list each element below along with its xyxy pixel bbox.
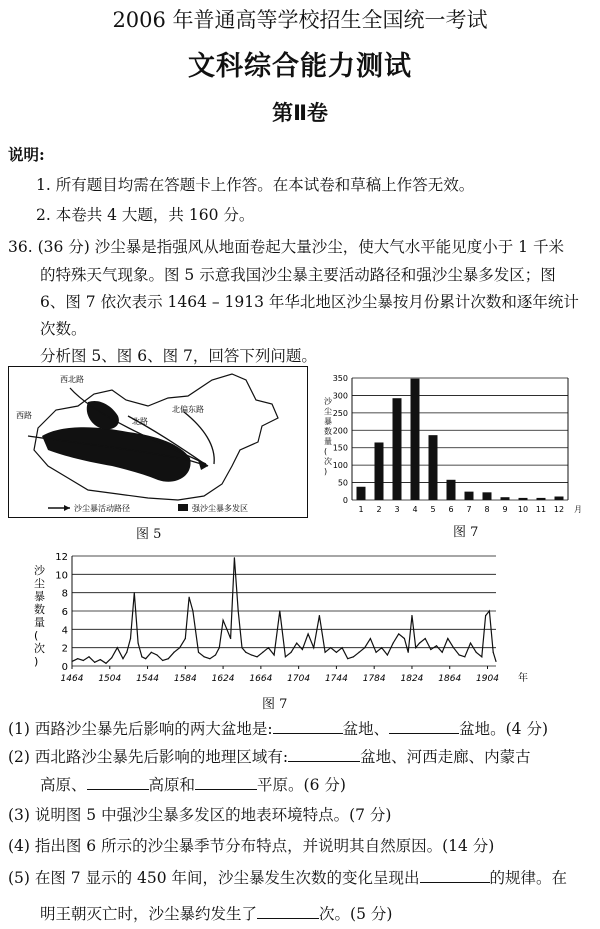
figure7-xtick: 1864 [438, 674, 462, 684]
figure7-point [387, 654, 388, 655]
label-northeast: 北偏东路 [172, 405, 204, 414]
legend-path-label: 沙尘暴活动路径 [74, 504, 130, 513]
figure7-caption: 图 7 [262, 697, 288, 712]
figure7-point [273, 654, 274, 655]
figure7-point [330, 647, 331, 648]
figure7-point [302, 649, 303, 650]
figure6-xtick: 8 [484, 505, 490, 514]
figure6-ytick: 350 [332, 374, 348, 383]
q2-blank-3[interactable] [195, 775, 257, 790]
q36-line4: 次数。 [40, 320, 87, 338]
figure7-point [238, 610, 239, 611]
figure7-ylabel-char: 次 [34, 642, 45, 655]
q5-prompt: (5) 在图 7 显示的 450 年间，沙尘暴发生次数的变化呈现出 [8, 869, 420, 887]
figure7-point [353, 656, 354, 657]
figure6-xtick: 4 [412, 505, 418, 514]
figure7-point [336, 652, 337, 653]
figure7-point [358, 652, 359, 653]
figure6-ylabel-char: 尘 [324, 407, 332, 416]
figure7-xtick: 1784 [362, 674, 386, 684]
q1-text-b: 盆地、 [342, 720, 390, 738]
figure7-point [459, 654, 460, 655]
q36-line2: 的特殊天气现象。图 5 示意我国沙尘暴主要活动路径和强沙尘暴多发区；图 [40, 266, 556, 284]
figure7-xtick: 1704 [287, 674, 311, 684]
figure7-point [476, 652, 477, 653]
figure7-ylabel-char: 量 [34, 616, 45, 629]
figure7-point [185, 638, 186, 639]
figure7-xunit: 年 [518, 673, 528, 684]
figure7-point [111, 657, 112, 658]
figure6-chart [318, 370, 600, 525]
figure6-ylabel-char: 沙 [324, 397, 332, 406]
figure7-point [77, 658, 78, 659]
figure7-point [156, 654, 157, 655]
figure6-ytick: 50 [337, 478, 348, 488]
figure7-point [404, 638, 405, 639]
figure6-xtick: 7 [466, 505, 472, 514]
figure6-bar-4 [411, 379, 420, 500]
figure7-xtick: 1624 [211, 674, 235, 684]
figure7-point [256, 656, 257, 657]
figure7-xtick: 1744 [324, 674, 348, 684]
q1-line [8, 717, 548, 739]
figure7-point [198, 652, 199, 653]
figure7-point [88, 656, 89, 657]
figure7-ylabel-char: 尘 [34, 577, 45, 590]
figure7-point [151, 652, 152, 653]
figure7-point [230, 638, 231, 639]
figure6-ytick: 300 [332, 391, 348, 401]
q2-prompt: (2) 西北路沙尘暴先后影响的地理区域有: [8, 748, 289, 766]
figure7-point [453, 647, 454, 648]
label-west: 西路 [16, 411, 32, 420]
q2-text-c: 高原、 [40, 776, 87, 794]
figure7-point [313, 647, 314, 648]
figure7-point [126, 652, 127, 653]
figure6-xtick: 10 [517, 505, 529, 514]
figure7-ylabel-char: ) [34, 655, 39, 668]
figure6-ylabel-char: ( [324, 447, 328, 456]
figure6-xtick: 1 [358, 505, 364, 514]
figure7-point [122, 658, 123, 659]
label-northwest: 西北路 [60, 375, 84, 384]
figure6-bar-5 [429, 435, 438, 500]
figure6-bar-2 [375, 442, 384, 500]
figure7-point [375, 652, 376, 653]
figure7-point [105, 663, 106, 664]
figure7-point [222, 620, 223, 621]
notes-item-2: 2. 本卷共 4 大题，共 160 分。 [36, 206, 255, 224]
figure7-point [100, 659, 101, 660]
figure7-point [381, 647, 382, 648]
figure7-point [209, 658, 210, 659]
legend-area-label: 强沙尘暴多发区 [192, 504, 248, 513]
figure7-point [392, 642, 393, 643]
figure6-bar-11 [537, 498, 546, 500]
figure6-ytick: 0 [342, 496, 348, 505]
q5-blank-2[interactable] [257, 904, 319, 919]
figure7-xtick: 1584 [173, 674, 197, 684]
figure7-point [268, 647, 269, 648]
figure7-ytick: 8 [61, 588, 68, 600]
figure7-point [162, 660, 163, 661]
q2-blank-1[interactable] [288, 747, 360, 762]
figure7-ytick: 2 [61, 643, 68, 655]
figure7-point [415, 647, 416, 648]
figure7-point [419, 642, 420, 643]
figure7-point [179, 647, 180, 648]
figure6-bar-8 [483, 492, 492, 500]
figure7-point [398, 633, 399, 634]
figure7-point [234, 557, 235, 558]
figure5-caption: 图 5 [136, 527, 162, 542]
figure6-bar-7 [465, 492, 474, 500]
figure7-point [192, 610, 193, 611]
figure6-xtick: 5 [430, 505, 436, 514]
figure7-point [495, 661, 496, 662]
q1-blank-1[interactable] [273, 719, 343, 734]
figure6-ytick: 250 [332, 408, 348, 418]
figure7-point [173, 652, 174, 653]
q3-line: (3) 说明图 5 中强沙尘暴多发区的地表环境特点。(7 分) [8, 806, 392, 824]
figure7-ylabel-char: 暴 [34, 590, 45, 603]
figure6-xtick: 12 [553, 505, 565, 514]
figure7-xtick: 1464 [60, 674, 84, 684]
label-north: 北路 [132, 417, 148, 426]
figure7-point [425, 638, 426, 639]
figure7-point [430, 649, 431, 650]
figure6-xtick: 9 [502, 505, 508, 514]
figure6-bar-9 [501, 497, 510, 500]
q2-line2 [40, 773, 346, 795]
figure6-bar-6 [447, 480, 456, 500]
figure5-map [8, 366, 308, 518]
figure7-point [319, 615, 320, 616]
figure7-point [347, 658, 348, 659]
figure6-xtick: 3 [394, 505, 400, 514]
figure6-ylabel-char: 次 [324, 457, 332, 466]
notes-heading: 说明: [8, 145, 45, 164]
figure6-xtick: 2 [376, 505, 382, 514]
figure7-point [493, 652, 494, 653]
figure7-point [290, 652, 291, 653]
q5-text-b: 的规律。在 [489, 869, 568, 887]
figure6-ytick: 150 [332, 443, 348, 453]
figure7-chart [28, 548, 558, 688]
figure6-ylabel [324, 396, 333, 476]
q2-text-b: 盆地、河西走廊、内蒙古 [360, 748, 531, 766]
figure7-point [145, 658, 146, 659]
figure7-point [447, 638, 448, 639]
figure6-xtick: 11 [535, 505, 547, 514]
q36-line3: 6、图 7 依次表示 1464 – 1913 年华北地区沙尘暴按月份累计次数和逐年统计 [40, 293, 579, 311]
figure6-ylabel-char: 数 [324, 427, 332, 436]
figure6-ylabel-char: ) [324, 467, 328, 476]
notes-item-1: 1. 所有题目均需在答题卡上作答。在本试卷和草稿上作答无效。 [36, 176, 475, 194]
figure7-point [71, 661, 72, 662]
figure7-point [251, 654, 252, 655]
figure7-ytick: 10 [55, 570, 68, 582]
figure7-point [464, 656, 465, 657]
q5-blank-1[interactable] [420, 868, 490, 883]
figure7-point [436, 645, 437, 646]
figure7-point [117, 647, 118, 648]
q2-line1 [8, 745, 531, 767]
figure7-ytick: 6 [61, 607, 68, 618]
figure7-point [94, 662, 95, 663]
figure7-xtick: 1544 [136, 674, 159, 684]
figure7-point [130, 638, 131, 639]
q1-blank-2[interactable] [389, 719, 459, 734]
figure7-point [470, 642, 471, 643]
figure7-point [481, 656, 482, 657]
figure6-ylabel-char: 暴 [324, 417, 332, 426]
volume-title: 第Ⅱ卷 [272, 101, 328, 125]
figure7-point [168, 658, 169, 659]
figure7-point [134, 592, 135, 593]
figure6-caption: 图 7 [453, 525, 479, 540]
q2-text-e: 平原。(6 分) [257, 776, 346, 794]
q1-text-c: 盆地。(4 分) [459, 720, 549, 738]
q2-blank-2[interactable] [87, 775, 149, 790]
legend-area-icon [178, 504, 188, 511]
figure7-xtick: 1904 [476, 674, 499, 684]
q36-line1: 36. (36 分) 沙尘暴是指强风从地面卷起大量沙尘，使大气水平能见度小于 1 千米 [8, 238, 564, 256]
figure7-xtick: 1664 [249, 674, 273, 684]
figure7-xtick: 1824 [400, 674, 424, 684]
figure6-ylabel-char: 量 [324, 437, 332, 446]
figure7-ylabel [34, 563, 46, 668]
figure7-point [370, 638, 371, 639]
q1-prompt: (1) 西路沙尘暴先后影响的两大盆地是: [8, 720, 273, 738]
figure6-xtick: 6 [448, 505, 454, 514]
figure6-bar-3 [393, 398, 402, 500]
q5-text-c: 明王朝灭亡时，沙尘暴约发生了 [40, 905, 258, 923]
figure7-point [279, 610, 280, 611]
q4-line: (4) 指出图 6 所示的沙尘暴季节分布特点，并说明其自然原因。(14 分) [8, 837, 495, 855]
figure7-point [408, 652, 409, 653]
figure6-ytick: 200 [332, 426, 348, 436]
figure7-ylabel-char: 沙 [34, 564, 45, 577]
figure7-point [215, 654, 216, 655]
q36-instruction: 分析图 5、图 6、图 7，回答下列问题。 [40, 347, 317, 365]
figure7-point [204, 656, 205, 657]
figure7-point [188, 597, 189, 598]
figure7-point [285, 656, 286, 657]
q5-text-d: 次。(5 分) [319, 905, 393, 923]
figure7-ytick: 12 [55, 552, 68, 563]
figure6-bar-12 [555, 497, 564, 500]
figure7-point [219, 647, 220, 648]
figure7-point [485, 615, 486, 616]
q5-line2 [40, 902, 392, 924]
figure7-point [296, 642, 297, 643]
exam-title: 2006 年普通高等学校招生全国统一考试 [112, 8, 488, 32]
figure6-bar-1 [357, 487, 366, 500]
figure6-ytick: 100 [332, 461, 348, 471]
figure7-point [226, 629, 227, 630]
figure7-point [324, 652, 325, 653]
figure7-ytick: 0 [61, 662, 68, 673]
figure7-point [307, 633, 308, 634]
figure6-bar-10 [519, 498, 528, 500]
figure7-point [245, 652, 246, 653]
figure7-point [442, 652, 443, 653]
figure7-ylabel-char: ( [34, 629, 39, 642]
q5-line1 [8, 866, 567, 888]
figure7-xtick: 1504 [98, 674, 122, 684]
figure7-point [364, 647, 365, 648]
q2-text-d: 高原和 [148, 776, 196, 794]
figure6-xunit: 月 [574, 505, 582, 514]
figure7-point [83, 660, 84, 661]
figure7-point [489, 610, 490, 611]
paper-title: 文科综合能力测试 [188, 51, 412, 82]
figure7-point [262, 652, 263, 653]
figure7-point [411, 615, 412, 616]
figure7-point [138, 642, 139, 643]
figure7-ytick: 4 [61, 625, 68, 637]
figure7-point [341, 647, 342, 648]
figure7-point [241, 647, 242, 648]
figure7-ylabel-char: 数 [34, 603, 45, 616]
figure7-point [141, 656, 142, 657]
